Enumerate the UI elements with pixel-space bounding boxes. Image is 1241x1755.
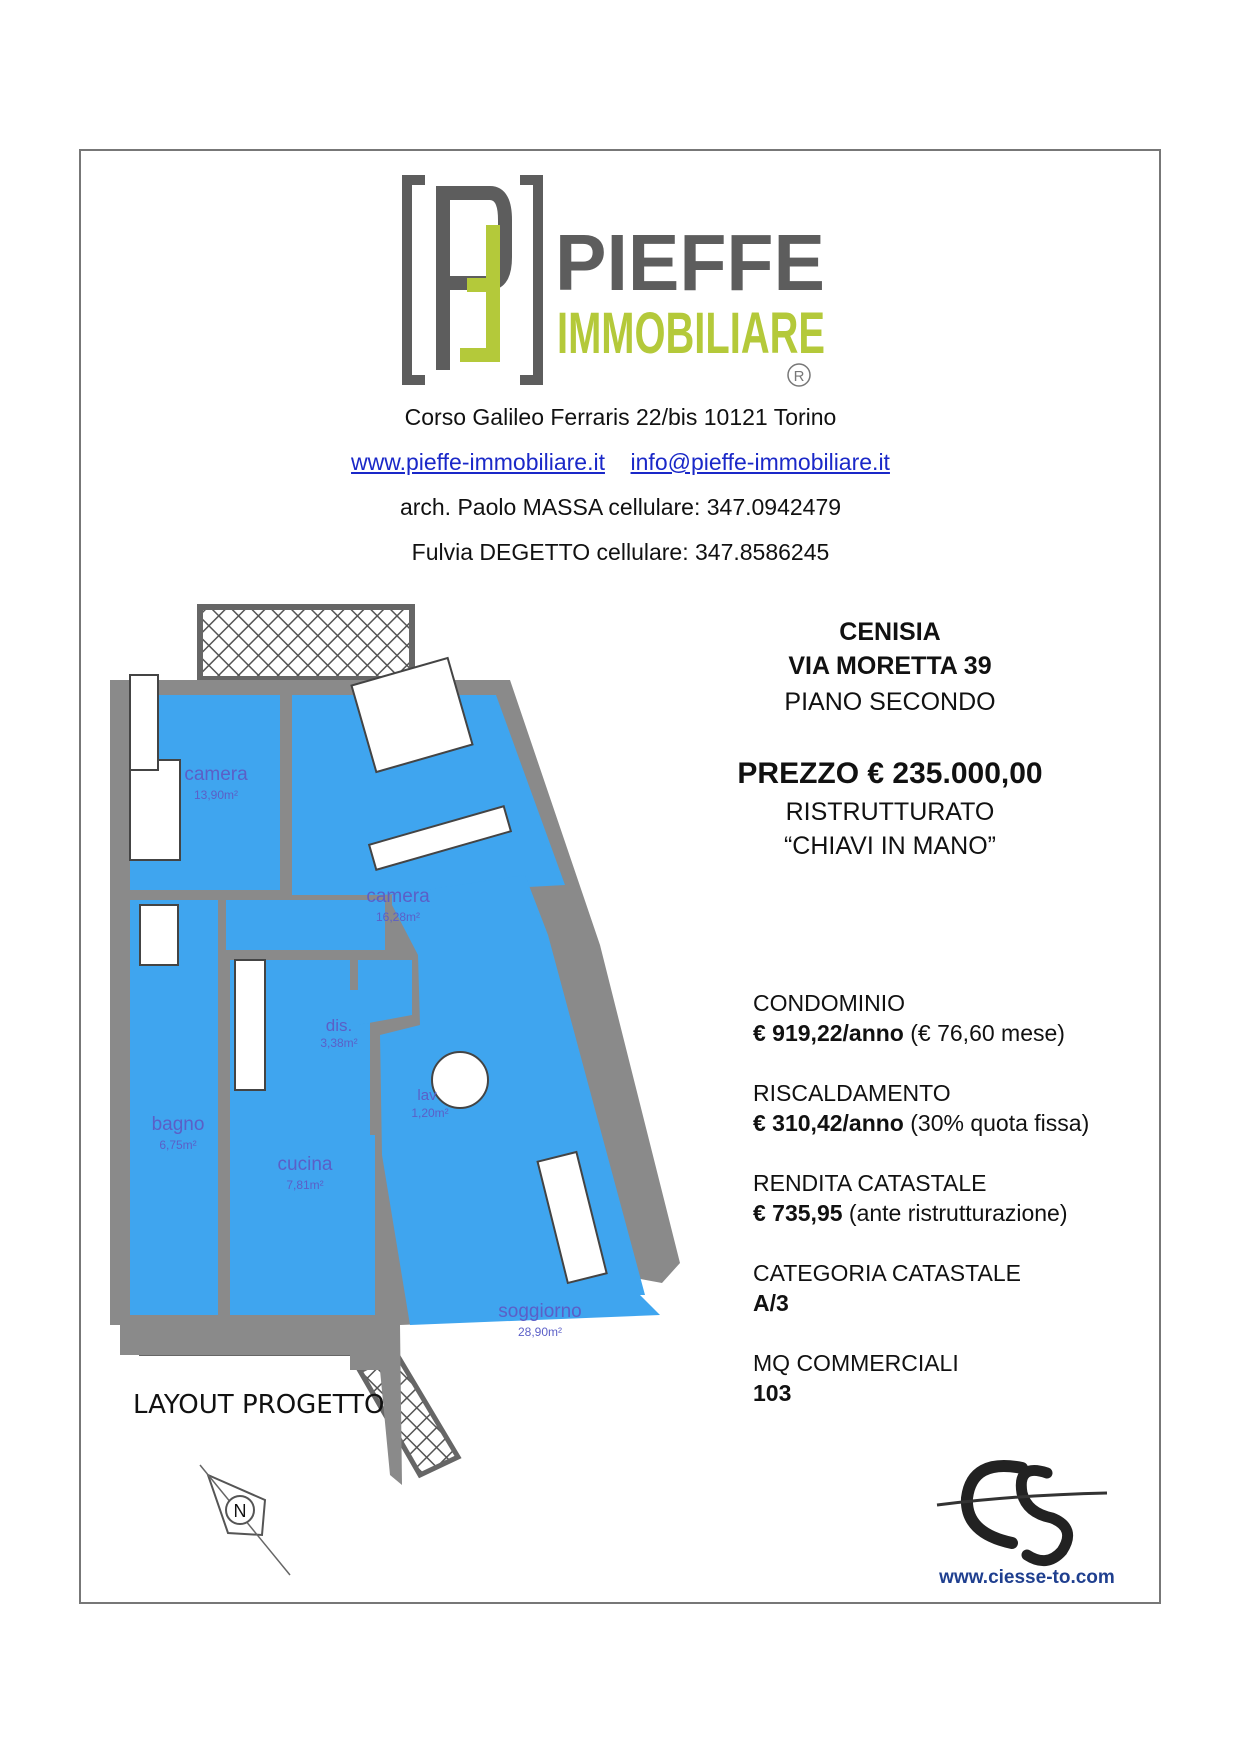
room-area-lav: 1,20m² [411, 1106, 449, 1120]
pieffe-logo [395, 175, 845, 390]
condo-label: CONDOMINIO [753, 990, 906, 1016]
partner-url[interactable]: www.ciesse-to.com [939, 1567, 1115, 1588]
listing-tagline: “CHIAVI IN MANO” [783, 832, 997, 860]
wardrobe-1 [130, 675, 158, 770]
room-label-soggiorno: soggiorno [498, 1301, 582, 1322]
rendita-label: RENDITA CATASTALE [753, 1170, 987, 1196]
logo-name-line1: PIEFFE [555, 218, 825, 307]
room-label-bagno: bagno [151, 1114, 205, 1135]
dining-table [432, 1052, 488, 1108]
condo-block [753, 988, 1089, 1048]
contact-links [0, 449, 1241, 476]
compass [170, 1445, 310, 1585]
condo-value: € 919,22/anno [753, 1020, 904, 1046]
bed-single [130, 760, 180, 860]
compass-north: N [233, 1501, 247, 1521]
room-area-bagno: 6,75m² [159, 1138, 197, 1152]
email-link[interactable]: info@pieffe-immobiliare.it [630, 449, 890, 475]
room-dis [226, 900, 385, 950]
listing-status: RISTRUTTURATO [785, 798, 995, 826]
logo-name-line2: IMMOBILIARE [557, 301, 825, 366]
heating-value: € 310,42/anno [753, 1110, 904, 1136]
mq-block [753, 1348, 1089, 1408]
heating-label: RISCALDAMENTO [753, 1080, 951, 1106]
rendita-note: (ante ristrutturazione) [848, 1200, 1068, 1226]
balcony-north [200, 607, 412, 679]
rendita-block [753, 1168, 1089, 1228]
details-list [753, 988, 1089, 1438]
room-area-camera-1: 13,90m² [193, 788, 239, 802]
shower [140, 905, 178, 965]
room-label-lav: lav [417, 1087, 437, 1104]
room-area-soggiorno: 28,90m² [517, 1325, 563, 1339]
agent-massa: arch. Paolo MASSA cellulare: 347.0942479 [399, 494, 842, 520]
listing-street: VIA MORETTA 39 [788, 652, 992, 680]
mq-label: MQ COMMERCIALI [753, 1350, 959, 1376]
ciesse-logo [927, 1443, 1127, 1593]
listing-floor: PIANO SECONDO [784, 688, 996, 716]
room-label-camera-1: camera [184, 764, 248, 785]
heating-note: (30% quota fissa) [910, 1110, 1090, 1136]
kitchen-counter [235, 960, 265, 1090]
room-label-cucina: cucina [277, 1154, 333, 1175]
listing-price: PREZZO € 235.000,00 [737, 757, 1043, 790]
room-label-camera-2: camera [366, 886, 430, 907]
registered-mark: R [793, 368, 805, 385]
rendita-value: € 735,95 [753, 1200, 843, 1226]
condo-note: (€ 76,60 mese) [910, 1020, 1065, 1046]
website-link[interactable]: www.pieffe-immobiliare.it [351, 449, 605, 475]
room-area-cucina: 7,81m² [286, 1178, 324, 1192]
mq-value: 103 [753, 1380, 792, 1406]
room-area-camera-2: 16,28m² [375, 910, 421, 924]
agent-degetto: Fulvia DEGETTO cellulare: 347.8586245 [411, 539, 830, 565]
agency-address: Corso Galileo Ferraris 22/bis 10121 Torino [404, 404, 837, 430]
categoria-label: CATEGORIA CATASTALE [753, 1260, 1021, 1286]
room-area-dis: 3,38m² [320, 1036, 358, 1050]
heating-block [753, 1078, 1089, 1138]
room-lav [358, 960, 412, 1025]
floorplan-caption: LAYOUT PROGETTO [133, 1390, 385, 1420]
room-label-dis: dis. [325, 1016, 353, 1035]
floor-plan [100, 595, 730, 1480]
categoria-value: A/3 [753, 1290, 789, 1316]
listing-zone: CENISIA [839, 618, 941, 646]
categoria-block [753, 1258, 1089, 1318]
